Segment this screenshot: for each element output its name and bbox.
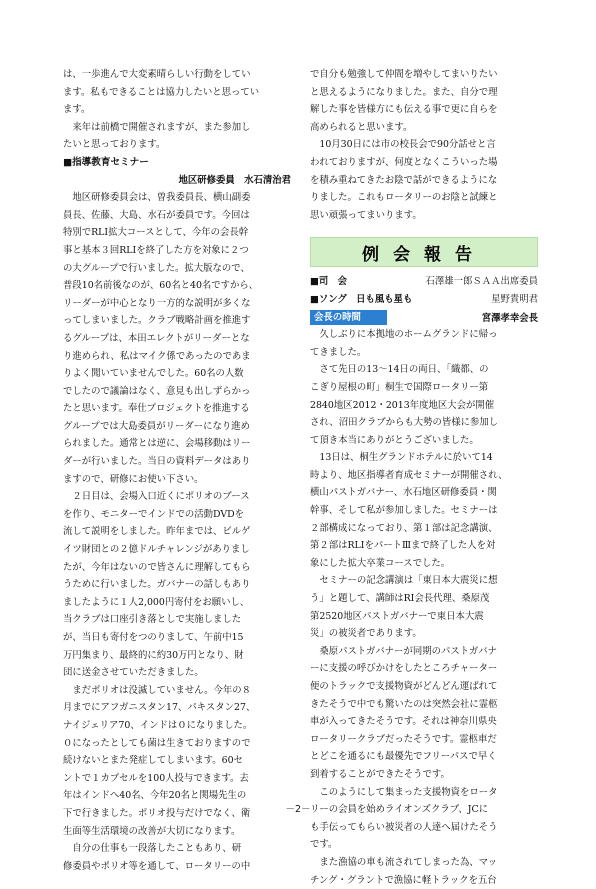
president-time-row	[310, 309, 538, 327]
text-line: 便のトラックで支援物資がどんどん運ばれて	[310, 681, 498, 692]
text-line: 員長、佐藤、大島、水石が委員です。今回は	[63, 209, 250, 221]
text-line: 到着することができたそうです。	[310, 768, 450, 780]
text-line: 災」の被災者であります。	[310, 628, 422, 640]
text-line: 第２部はRLIをパートⅢまで終了した人を対	[310, 540, 496, 552]
text-line: るグループは、本田エレクトがリーダーとな	[63, 332, 250, 344]
song-value: 星野貴明君	[491, 293, 538, 305]
seminar-article-body	[63, 189, 291, 875]
text-line: され、沼田クラブからも大勢の皆様に参加し	[310, 417, 499, 429]
text-line: ２部構成になっており、第１部は記念講演、	[310, 522, 498, 534]
text-line: 特別でRLI拡大コースとして、今年の会長幹	[63, 227, 249, 239]
text-line: リーダーが中心となり一方的な説明が多くな	[63, 297, 251, 309]
text-line: セミナーの記念講演は「東日本大震災に想	[310, 575, 498, 587]
text-line: 桑原パストガバナーが同期のパストガバナ	[310, 645, 497, 657]
text-line: リーの会員を始めライオンズクラブ、JCに	[310, 804, 489, 816]
text-line: ってしまいました。クラブ戦略計画を推進す	[63, 315, 251, 327]
text-line: このようにして集まった支援物資をロータ	[310, 786, 498, 798]
text-line: 2840地区2012・2013年度地区大会が開催	[310, 399, 495, 411]
text-line: 年はインドへ40名、今年20名と関場先生の	[63, 790, 247, 802]
meeting-report-banner: 例会報告	[310, 237, 538, 267]
text-line: チング・グラントで漁協に軽トラックを五台	[310, 874, 497, 886]
text-line: りよく聞いていませんでした。60名の人数	[63, 368, 244, 380]
text-line: う」と題して、講師はRI会長代理、桑原茂	[310, 593, 490, 605]
text-line: 車が入ってきたそうです。それは神奈川県央	[310, 716, 497, 728]
page-number: －2－	[285, 804, 311, 815]
text-line: さて先日の13～14日の両日、「織都、の	[310, 364, 489, 376]
article-continuation	[310, 66, 538, 224]
text-line: 当クラブは口座引き落としで実施しました	[63, 614, 242, 626]
text-line: 下で行きました。ポリオ投与だけでなく、衛	[63, 807, 251, 819]
text-line: り進められ、私はマイク係であったのであま	[63, 350, 251, 362]
text-line: ０になったとしても菌は生きておりますので	[63, 737, 251, 749]
text-line: また漁協の車も流されてしまった為、マッ	[310, 856, 498, 868]
text-line: 自分の仕事も一段落したこともあり、研	[63, 843, 242, 855]
president-name: 宮澤孝幸会長	[481, 313, 538, 325]
text-line: 13日は、桐生グランドホテルに於いて14	[310, 452, 493, 464]
text-line: ます。	[63, 104, 91, 116]
text-line: で自分も勉強して仲間を増やしてまいりたい	[310, 69, 498, 80]
text-line: を作り、モニターでインドでの活動DVDを	[63, 508, 245, 520]
text-line: 時より、地区指導者育成セミナーが開催され、	[310, 469, 508, 481]
text-line: まだポリオは没滅していません。今年の８	[63, 684, 251, 696]
text-line: でしたので議論はなく、意見も出しずらかっ	[63, 385, 251, 397]
text-line: たと思います。奉仕プロジェクトを推進する	[63, 403, 250, 415]
text-line: 生面等生活環境の改善が大切になります。	[63, 825, 241, 837]
text-line: ーに支援の呼びかけをしたところチャーター	[310, 663, 498, 675]
text-line: きたそうで中でも驚いたのは突然会社に霊柩	[310, 698, 498, 710]
text-line: 事と基本３回RLIを終了した方を対象に２つ	[63, 244, 249, 256]
text-line: 10月30日には市の校長会で90分話せと言	[310, 139, 496, 151]
text-line: ダーが行いました。当日の資料データはあり	[63, 456, 251, 468]
text-line: 地区研修委員会は、曽我委員長、横山副委	[63, 192, 251, 204]
text-line: ますので、研修にお使い下さい。	[63, 473, 204, 485]
text-line: の大グループで行いました。拡大版なので、	[63, 262, 250, 274]
text-line: られました。通常とは逆に、会場移動はリー	[63, 438, 251, 450]
text-line: を積み重ねてきたお陰で話ができるようにな	[310, 174, 498, 186]
text-line: 横山パストガバナー、水石地区研修委員・関	[310, 487, 497, 499]
text-line: 象にした拡大卒業コースでした。	[310, 557, 451, 569]
text-line: ２日目は、会場入口近くにポリオのブース	[63, 491, 250, 503]
text-line: ントで１カプセルを100人投与できます。去	[63, 772, 249, 784]
text-line: は、一歩進んで大変素晴らしい行動をしてい	[63, 69, 251, 80]
text-line: て頂き本当にありがとうございました。	[310, 434, 479, 446]
text-line: たいと思っております。	[63, 139, 166, 151]
text-line: が、当日も寄付をつのりまして、午前中15	[63, 632, 244, 643]
right-column	[310, 66, 538, 889]
text-line: ます。私もできることは協力したいと思ってい	[63, 86, 260, 98]
text-line: です。	[310, 839, 338, 851]
text-line: グループでは大島委員がリーダーになり進め	[63, 420, 251, 432]
text-line: 流して説明をしました。昨年までは、ビルゲ	[63, 526, 251, 538]
chair-label: ■司 会	[310, 276, 347, 288]
text-line: 来年は前橋で開催されますが、また参加し	[63, 121, 251, 133]
text-line: とどこを通るにも最優先でフリーパスで早く	[310, 751, 497, 763]
text-line: 幹事、そして私が参加しました。セミナーは	[310, 505, 498, 517]
text-line: われておりますが、何度となくこういった場	[310, 156, 498, 168]
text-line: も手伝ってもらい被災者の人達へ届けたそう	[310, 821, 498, 833]
text-line: 第2520地区パストガバナーで東日本大震	[310, 610, 484, 622]
song-label: ■ソング 日も風も星も	[310, 293, 413, 305]
text-line: たが、今年はないので皆さんに理解してもら	[63, 561, 251, 573]
text-line: イツ財団との２億ドルチャレンジがありまし	[63, 544, 250, 556]
president-time-tag: 会長の時間	[310, 310, 387, 325]
song-row	[310, 291, 538, 309]
text-line: ナイジェリア70、インドは０になりました。	[63, 719, 253, 731]
chair-value: 石澤雄一郎ＳＡＡ出席委員	[425, 276, 538, 288]
text-line: 続けないとまた発症してしまいます。60セ	[63, 755, 243, 767]
text-line: ロータリークラブだったそうです。霊柩車だ	[310, 733, 497, 745]
text-line: 久しぶりに本拠地のホームグランドに帰っ	[310, 329, 498, 341]
author-signature: 地区研修委員 水石清治君	[178, 174, 291, 186]
text-line: 思い頑張ってまいります。	[310, 209, 422, 221]
chair-row	[310, 273, 538, 291]
text-line: 月までにアフガニスタン17、パキスタン27、	[63, 702, 256, 714]
text-line: こぎり屋根の町」桐生で国際ロータリー第	[310, 381, 489, 393]
text-line: 解した事を皆様方にも伝える事で更に自らを	[310, 104, 498, 116]
text-line: と思えるようになりました。また、自分で理	[310, 86, 498, 98]
text-line: てきました。	[310, 346, 367, 358]
text-line: 修委員やポリオ等を通して、ロータリーの中	[63, 860, 251, 872]
intro-paragraph	[63, 66, 291, 154]
text-line: 万円集まり、最終的に約30万円となり、財	[63, 649, 244, 661]
text-line: うために行いました。ガバナーの話しもあり	[63, 579, 251, 591]
section-heading: ■指導教育セミナー	[63, 156, 149, 168]
text-line: ましたように１人2,000円寄付をお願いし、	[63, 596, 250, 608]
text-line: りました。これもロータリーのお陰と試練と	[310, 192, 498, 204]
left-column	[63, 66, 291, 875]
text-line: 普段10名前後なのが、60名と40名ですから、	[63, 280, 259, 292]
text-line: 高められると思います。	[310, 121, 413, 133]
text-line: 団に送金させていただきました。	[63, 667, 204, 679]
